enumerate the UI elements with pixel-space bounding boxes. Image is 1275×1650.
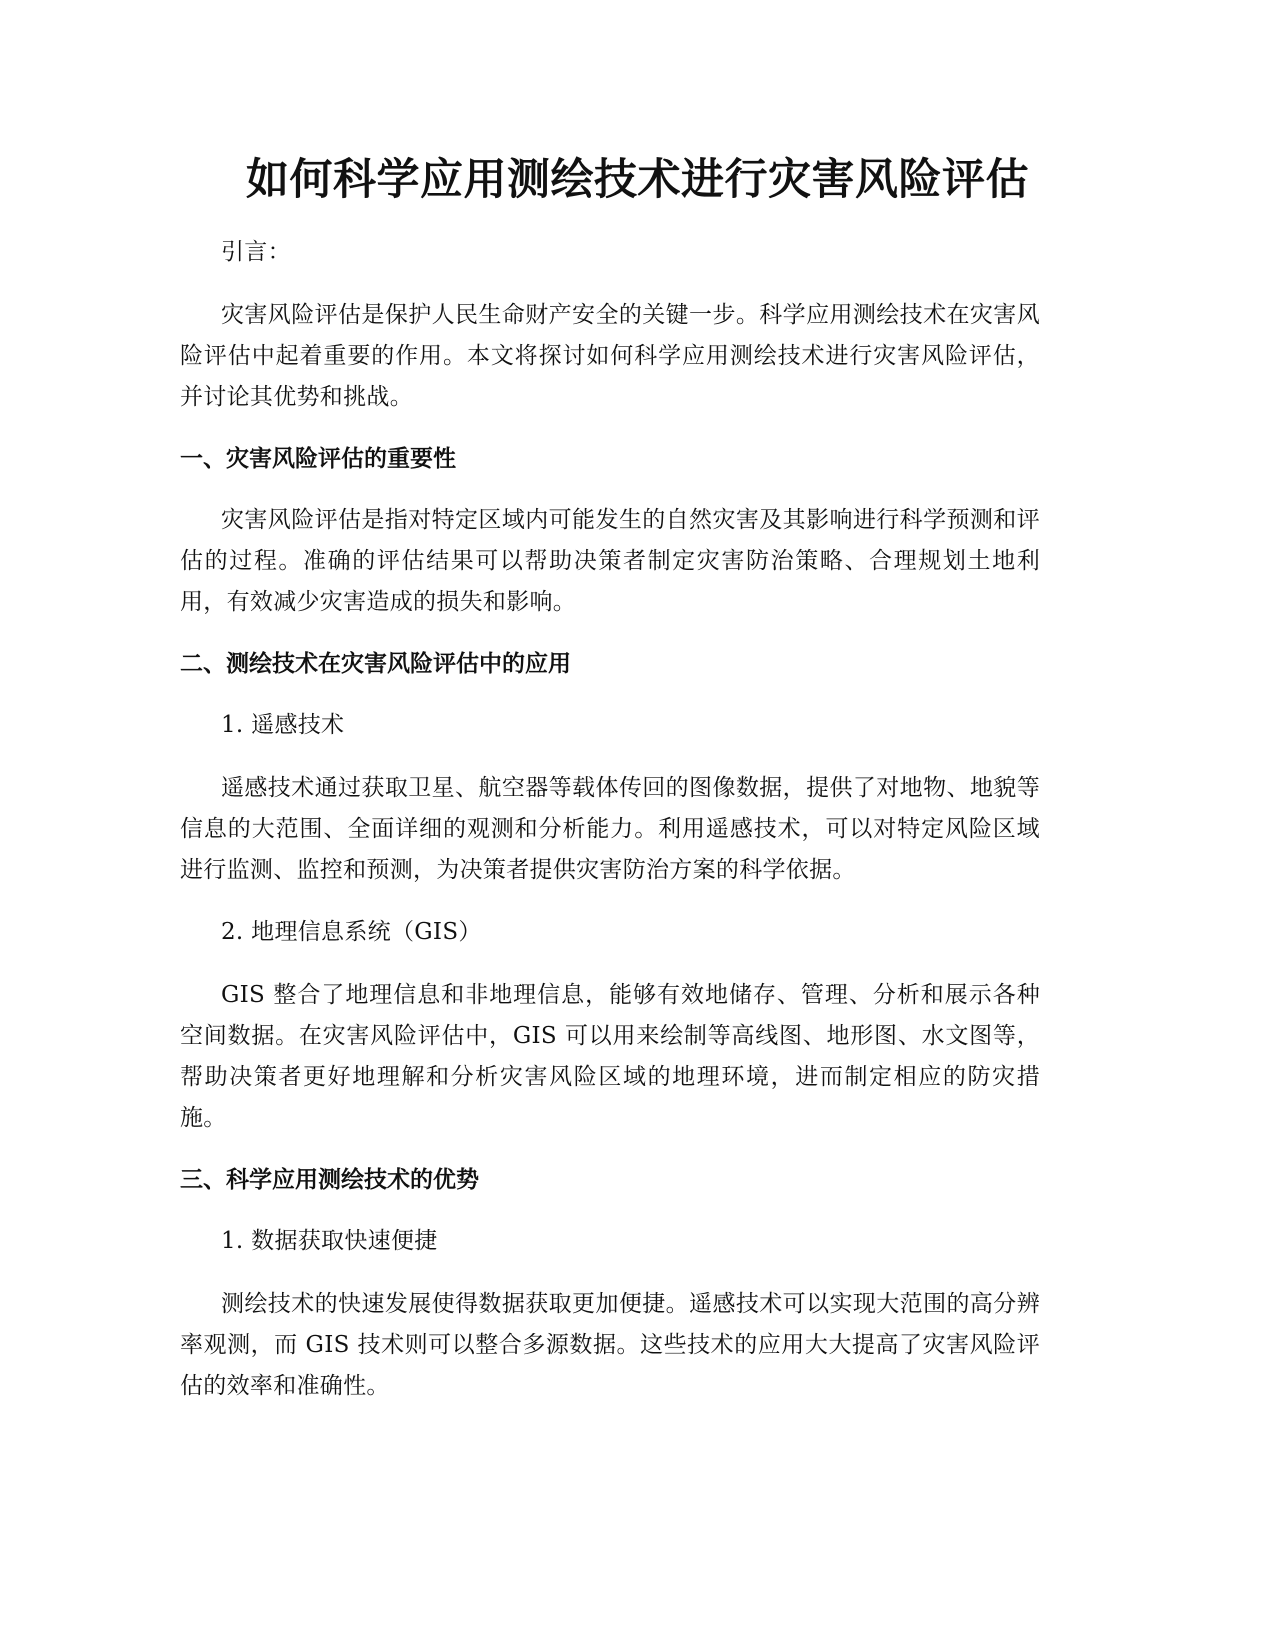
remote-sensing-paragraph: 遥感技术通过获取卫星、航空器等载体传回的图像数据，提供了对地物、地貌等信息的大范围、全面详细的观测和分析能力。利用遥感技术，可以对特定风险区域进行监测、监控和预测，为决策者提供灾害防治方案的科学依据。: [180, 775, 1040, 883]
section-heading-2: 二、测绘技术在灾害风险评估中的应用: [180, 651, 571, 677]
data-acquisition-paragraph: 测绘技术的快速发展使得数据获取更加便捷。遥感技术可以实现大范围的高分辨率观测，而 GIS 技术则可以整合多源数据。这些技术的应用大大提高了灾害风险评估的效率和准确性。: [180, 1291, 1040, 1399]
intro-paragraph: 灾害风险评估是保护人民生命财产安全的关键一步。科学应用测绘技术在灾害风险评估中起着重要的作用。本文将探讨如何科学应用测绘技术进行灾害风险评估，并讨论其优势和挑战。: [180, 302, 1040, 410]
subsection-title-data-acquisition: 1. 数据获取快速便捷: [221, 1228, 438, 1254]
intro-label: 引言：: [221, 239, 291, 265]
section-1-paragraph: 灾害风险评估是指对特定区域内可能发生的自然灾害及其影响进行科学预测和评估的过程。准确的评估结果可以帮助决策者制定灾害防治策略、合理规划土地利用，有效减少灾害造成的损失和影响。: [180, 507, 1040, 615]
gis-paragraph: GIS 整合了地理信息和非地理信息，能够有效地储存、管理、分析和展示各种空间数据。在灾害风险评估中，GIS 可以用来绘制等高线图、地形图、水文图等，帮助决策者更好地理解和分析灾害风险区域的地理环境，进而制定相应的防灾措施。: [180, 982, 1040, 1131]
document-title: 如何科学应用测绘技术进行灾害风险评估: [246, 155, 1029, 205]
section-heading-1: 一、灾害风险评估的重要性: [180, 446, 456, 472]
subsection-title-remote-sensing: 1. 遥感技术: [221, 712, 345, 738]
document-body: [180, 232, 1040, 1428]
subsection-title-gis: 2. 地理信息系统（GIS）: [221, 919, 482, 945]
section-heading-3: 三、科学应用测绘技术的优势: [180, 1167, 479, 1193]
